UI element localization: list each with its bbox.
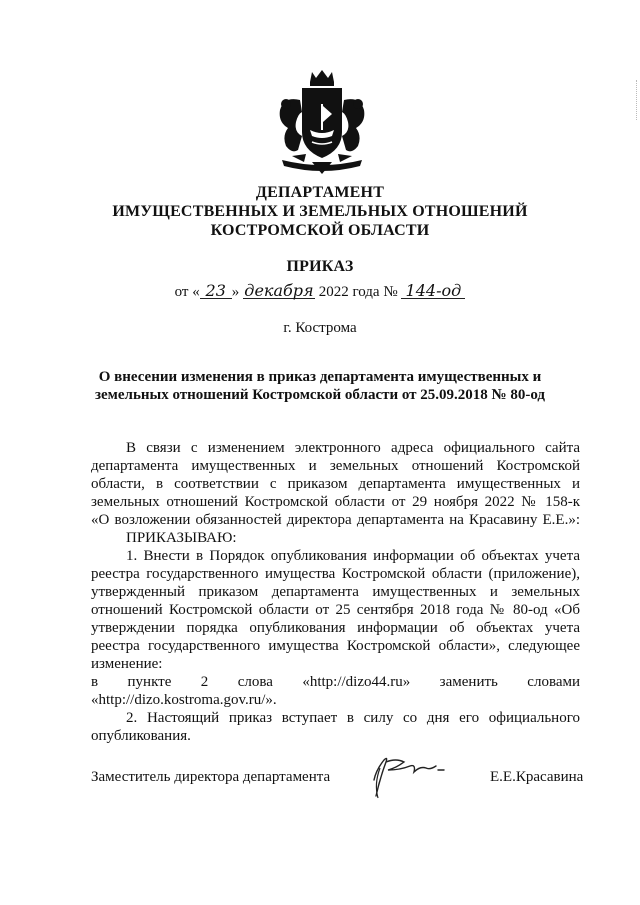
coat-of-arms-icon bbox=[272, 70, 372, 180]
body-line: отношений Костромской области от 25 сентября 2018 года № 80-од «Об bbox=[91, 602, 580, 618]
body-line: реестра государственного имущества Костромской области», следующее bbox=[91, 638, 580, 654]
body-line: области, в соответствии с приказом департамента имущественных и bbox=[91, 476, 580, 492]
body-line: «http://dizo.kostroma.gov.ru/». bbox=[91, 692, 277, 708]
department-header-line-1: ДЕПАРТАМЕНТ bbox=[255, 184, 385, 201]
department-header-line-2: ИМУЩЕСТВЕННЫХ И ЗЕМЕЛЬНЫХ ОТНОШЕНИЙ bbox=[112, 203, 528, 220]
date-line bbox=[0, 281, 640, 301]
date-day: 23 bbox=[200, 284, 232, 299]
body-line: департамента имущественных и земельных отношений Костромской bbox=[91, 458, 580, 474]
handwritten-signature bbox=[366, 748, 456, 804]
body-line: утверждении порядка опубликования информации об объектах учета bbox=[91, 620, 580, 636]
date-mid: » bbox=[231, 284, 240, 300]
signature-position: Заместитель директора департамента bbox=[91, 769, 331, 785]
document-number: 144-од bbox=[401, 284, 465, 299]
date-prefix: от « bbox=[174, 284, 200, 300]
body-line: изменение: bbox=[91, 656, 163, 672]
signatory-name: Е.Е.Красавина bbox=[490, 769, 584, 785]
department-header-line-3: КОСТРОМСКОЙ ОБЛАСТИ bbox=[210, 222, 430, 239]
body-line: в пункте 2 слова «http://dizo44.ru» заменить словами bbox=[91, 674, 580, 690]
document-type: ПРИКАЗ bbox=[286, 258, 354, 275]
body-line: опубликования. bbox=[91, 728, 191, 744]
page-edge-mark bbox=[636, 80, 638, 120]
body-line: земельных отношений Костромской области от 29 ноября 2022 № 158-к bbox=[91, 494, 580, 510]
city: г. Кострома bbox=[283, 320, 357, 336]
order-title-line-1: О внесении изменения в приказ департамента имущественных и bbox=[98, 369, 542, 385]
order-title-line-2: земельных отношений Костромской области от 25.09.2018 № 80-од bbox=[94, 387, 546, 403]
date-month: декабря bbox=[244, 281, 314, 300]
date-year-text: 2022 года № bbox=[318, 284, 398, 300]
body-line: 1. Внести в Порядок опубликования информации об объектах учета bbox=[126, 548, 580, 564]
signature-icon bbox=[366, 748, 456, 804]
body-line: утвержденный приказом департамента имущественных и земельных bbox=[91, 584, 580, 600]
coat-of-arms-emblem bbox=[272, 70, 372, 180]
decree-word: ПРИКАЗЫВАЮ: bbox=[126, 530, 237, 546]
body-line: «О возложении обязанностей директора департамента на Красавину Е.Е.»: bbox=[91, 512, 580, 528]
body-line: реестра государственного имущества Костромской области (приложение), bbox=[91, 566, 580, 582]
body-line: В связи с изменением электронного адреса официального сайта bbox=[126, 440, 580, 456]
body-line: 2. Настоящий приказ вступает в силу со дня его официального bbox=[126, 710, 580, 726]
